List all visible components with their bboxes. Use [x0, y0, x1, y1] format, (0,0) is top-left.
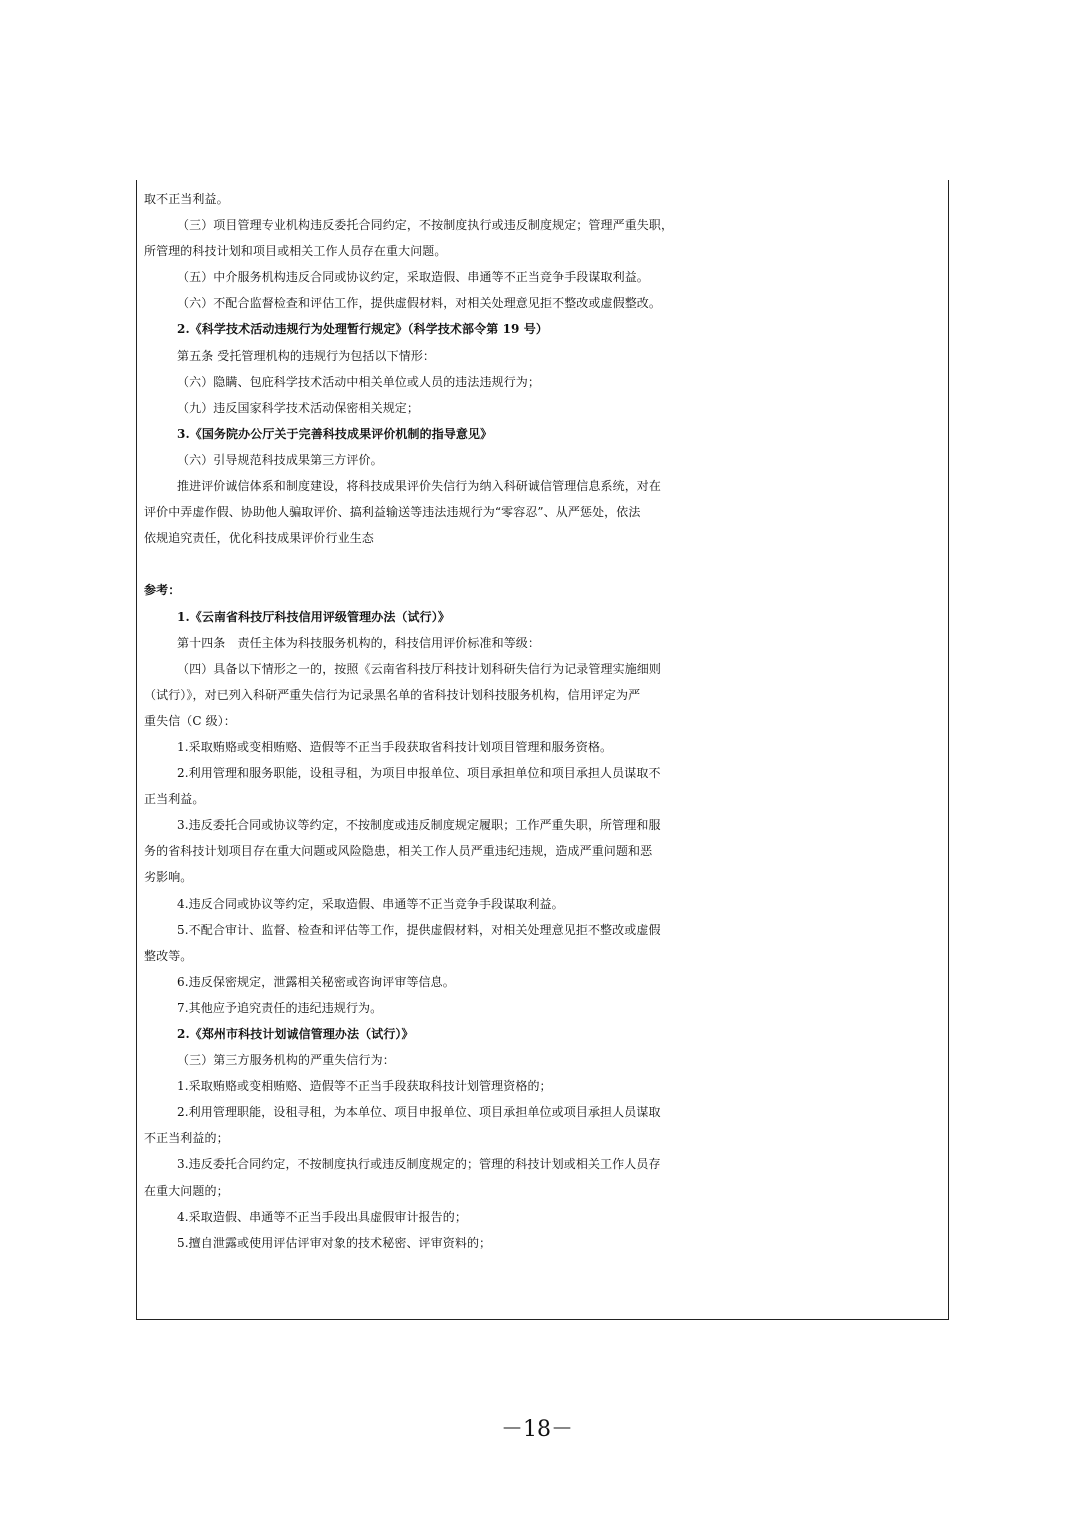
paragraph-line: 重失信（C 级）： — [144, 713, 236, 728]
paragraph-line: （三）第三方服务机构的严重失信行为： — [177, 1053, 395, 1068]
paragraph-line: 3.违反委托合同约定，不按制度执行或违反制度规定的；管理的科技计划或相关工作人员存 — [177, 1157, 661, 1172]
paragraph-line: 所管理的科技计划和项目或相关工作人员存在重大问题。 — [144, 244, 447, 259]
paragraph-line: （六）隐瞒、包庇科学技术活动中相关单位或人员的违法违规行为； — [177, 374, 541, 389]
paragraph-line: 评价中弄虚作假、协助他人骗取评价、搞利益输送等违法违规行为“零容忍”、从严惩处，依法 — [144, 505, 641, 520]
paragraph-line: （六）引导规范科技成果第三方评价。 — [177, 452, 383, 467]
paragraph-line: 1.采取贿赂或变相贿赂、造假等不正当手段获取科技计划管理资格的； — [177, 1079, 552, 1094]
paragraph-line: 第十四条 责任主体为科技服务机构的，科技信用评价标准和等级： — [177, 635, 541, 650]
paragraph-line: 务的省科技计划项目存在重大问题或风险隐患，相关工作人员严重违纪违规，造成严重问题和恶 — [144, 844, 653, 859]
paragraph-line: 5.不配合审计、监督、检查和评估等工作，提供虚假材料，对相关处理意见拒不整改或虚假 — [177, 922, 661, 937]
paragraph-line: （五）中介服务机构违反合同或协议约定，采取造假、串通等不正当竞争手段谋取利益。 — [177, 270, 649, 285]
paragraph-line: （六）不配合监督检查和评估工作，提供虚假材料，对相关处理意见拒不整改或虚假整改。 — [177, 296, 662, 311]
paragraph-line: 7.其他应予追究责任的违纪违规行为。 — [177, 1000, 383, 1015]
paragraph-line: （三）项目管理专业机构违反委托合同约定，不按制度执行或违反制度规定；管理严重失职， — [177, 218, 674, 233]
paragraph-line — [144, 551, 944, 577]
paragraph-line: （试行）》，对已列入科研严重失信行为记录黑名单的省科技计划科技服务机构，信用评定为严 — [144, 687, 641, 702]
paragraph-line: 2.利用管理职能，设租寻租，为本单位、项目申报单位、项目承担单位或项目承担人员谋取 — [177, 1105, 661, 1120]
paragraph-line: 4.违反合同或协议等约定，采取造假、串通等不正当竞争手段谋取利益。 — [177, 896, 564, 911]
section-heading: 1.《云南省科技厅科技信用评级管理办法（试行）》 — [177, 609, 450, 624]
document-body — [144, 186, 944, 1256]
section-heading: 3.《国务院办公厅关于完善科技成果评价机制的指导意见》 — [177, 426, 493, 441]
paragraph-line: （四）具备以下情形之一的，按照《云南省科技厅科技计划科研失信行为记录管理实施细则 — [177, 661, 662, 676]
page-number: －18－ — [501, 1417, 573, 1442]
section-heading: 2.《科学技术活动违规行为处理暂行规定》（科学技术部令第 19 号） — [177, 322, 548, 337]
paragraph-line: 劣影响。 — [144, 870, 193, 885]
paragraph-line: 取不正当利益。 — [144, 192, 229, 206]
paragraph-line: 2.利用管理和服务职能，设租寻租，为项目申报单位、项目承担单位和项目承担人员谋取不 — [177, 766, 661, 781]
paragraph-line: 4.采取造假、串通等不正当手段出具虚假审计报告的； — [177, 1209, 467, 1224]
paragraph-line: 1.采取贿赂或变相贿赂、造假等不正当手段获取省科技计划项目管理和服务资格。 — [177, 739, 613, 754]
paragraph-line: 5.擅自泄露或使用评估评审对象的技术秘密、评审资料的； — [177, 1235, 492, 1250]
paragraph-line: 依规追究责任，优化科技成果评价行业生态 — [144, 531, 374, 546]
paragraph-line: 推进评价诚信体系和制度建设，将科技成果评价失信行为纳入科研诚信管理信息系统，对在 — [177, 479, 662, 494]
paragraph-line: 整改等。 — [144, 948, 193, 963]
paragraph-line: 在重大问题的； — [144, 1183, 229, 1198]
paragraph-line: 6.违反保密规定，泄露相关秘密或咨询评审等信息。 — [177, 974, 455, 989]
paragraph-line: （九）违反国家科学技术活动保密相关规定； — [177, 400, 420, 415]
paragraph-line: 正当利益。 — [144, 792, 205, 807]
paragraph-line: 第五条 受托管理机构的违规行为包括以下情形： — [177, 348, 436, 363]
section-heading: 2.《郑州市科技计划诚信管理办法（试行）》 — [177, 1027, 414, 1041]
paragraph-line: 不正当利益的； — [144, 1131, 229, 1146]
section-heading: 参考： — [144, 583, 181, 598]
paragraph-line: 3.违反委托合同或协议等约定，不按制度或违反制度规定履职；工作严重失职，所管理和服 — [177, 818, 661, 833]
